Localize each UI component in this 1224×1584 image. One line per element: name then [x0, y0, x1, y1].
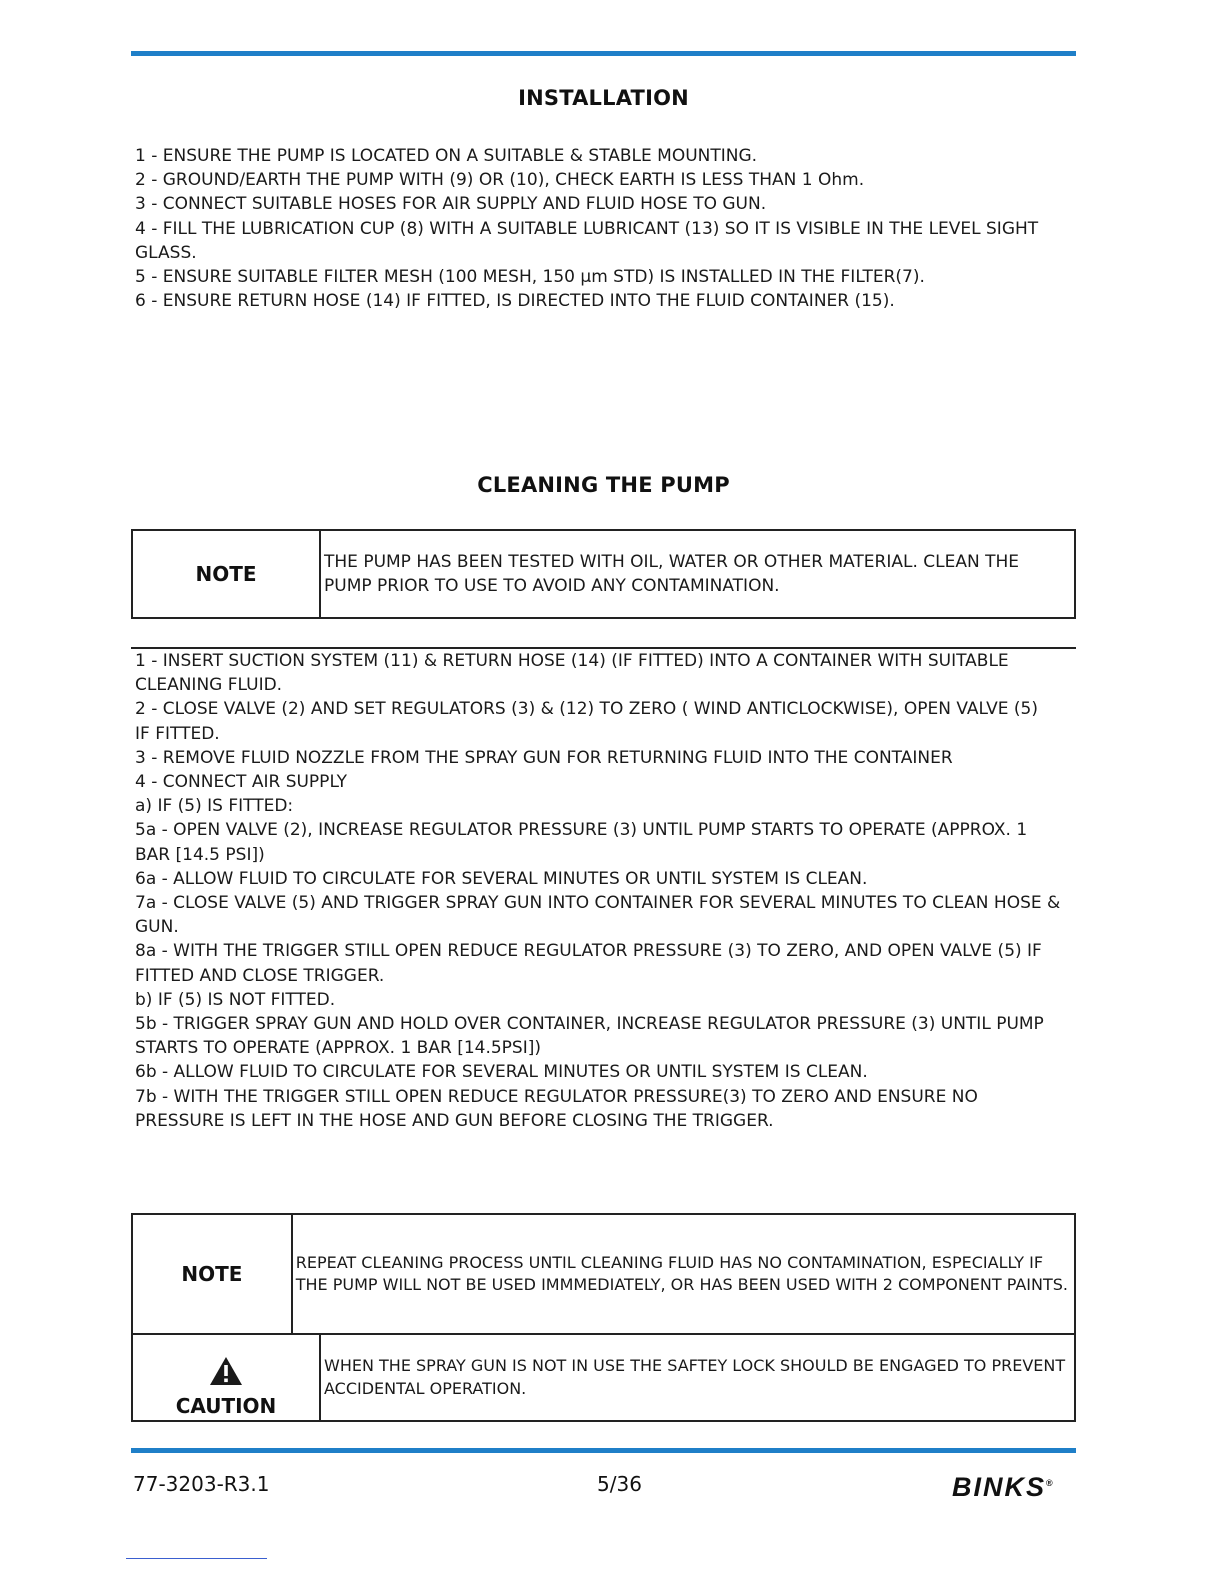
- cleaning-line: STARTS TO OPERATE (APPROX. 1 BAR [14.5PSI]): [135, 1038, 541, 1059]
- cleaning-line: 4 - CONNECT AIR SUPPLY: [135, 772, 348, 793]
- note-row-repeat: [133, 1215, 1074, 1335]
- cleaning-line: 7a - CLOSE VALVE (5) AND TRIGGER SPRAY GUN INTO CONTAINER FOR SEVERAL MINUTES TO CLEAN HOSE &: [135, 893, 1061, 914]
- cleaning-line: 8a - WITH THE TRIGGER STILL OPEN REDUCE REGULATOR PRESSURE (3) TO ZERO, AND OPEN VALVE (5) IF: [135, 941, 1042, 962]
- cleaning-line: PRESSURE IS LEFT IN THE HOSE AND GUN BEFORE CLOSING THE TRIGGER.: [135, 1110, 774, 1131]
- cleaning-line: 6a - ALLOW FLUID TO CIRCULATE FOR SEVERAL MINUTES OR UNTIL SYSTEM IS CLEAN.: [135, 868, 868, 889]
- note-text: [293, 1215, 1074, 1333]
- installation-line: 1 - ENSURE THE PUMP IS LOCATED ON A SUITABLE & STABLE MOUNTING.: [135, 146, 758, 166]
- cleaning-line: 5b - TRIGGER SPRAY GUN AND HOLD OVER CONTAINER, INCREASE REGULATOR PRESSURE (3) UNTIL PUMP: [135, 1014, 1044, 1035]
- registered-mark: ®: [1046, 1478, 1053, 1488]
- cleaning-line: 3 - REMOVE FLUID NOZZLE FROM THE SPRAY GUN FOR RETURNING FLUID INTO THE CONTAINER: [135, 747, 953, 768]
- note-line: PUMP PRIOR TO USE TO AVOID ANY CONTAMINATION.: [324, 576, 780, 596]
- cleaning-line: a) IF (5) IS FITTED:: [135, 796, 294, 817]
- installation-line: 5 - ENSURE SUITABLE FILTER MESH (100 MESH, 150 µm STD) IS INSTALLED IN THE FILTER(7).: [135, 267, 925, 288]
- caution-line: WHEN THE SPRAY GUN IS NOT IN USE THE SAFTEY LOCK SHOULD BE ENGAGED TO PREVENT: [324, 1356, 1066, 1375]
- installation-line: 6 - ENSURE RETURN HOSE (14) IF FITTED, IS DIRECTED INTO THE FLUID CONTAINER (15).: [135, 291, 895, 312]
- logo-text: BINKS: [952, 1472, 1047, 1502]
- note-line: REPEAT CLEANING PROCESS UNTIL CLEANING FLUID HAS NO CONTAMINATION, ESPECIALLY IF: [295, 1252, 1044, 1272]
- cleaning-line: 1 - INSERT SUCTION SYSTEM (11) & RETURN HOSE (14) (IF FITTED) INTO A CONTAINER WITH SUITABLE: [135, 651, 1009, 671]
- link-underline: [126, 1558, 267, 1559]
- note-text: [321, 531, 1074, 617]
- caution-line: ACCIDENTAL OPERATION.: [324, 1378, 527, 1398]
- cleaning-line: BAR [14.5 PSI]): [135, 844, 265, 865]
- cleaning-line: FITTED AND CLOSE TRIGGER.: [135, 965, 385, 986]
- cleaning-line: 5a - OPEN VALVE (2), INCREASE REGULATOR PRESSURE (3) UNTIL PUMP STARTS TO OPERATE (APPROX. 1: [135, 820, 1028, 841]
- warning-triangle-icon: [209, 1356, 243, 1386]
- installation-heading: INSTALLATION: [518, 86, 689, 110]
- note-box-contamination: [131, 529, 1076, 619]
- caution-label-cell: [133, 1335, 321, 1420]
- cleaning-line: GUN.: [135, 917, 179, 938]
- page-number: 5/36: [597, 1472, 642, 1496]
- binks-logo: [952, 1472, 1053, 1503]
- document-number: 77-3203-R3.1: [133, 1472, 270, 1496]
- note-caution-table: [131, 1213, 1076, 1422]
- cleaning-steps: [135, 649, 1075, 1133]
- cleaning-line: b) IF (5) IS NOT FITTED.: [135, 989, 336, 1010]
- cleaning-line: 7b - WITH THE TRIGGER STILL OPEN REDUCE REGULATOR PRESSURE(3) TO ZERO AND ENSURE NO: [135, 1086, 978, 1107]
- cleaning-line: IF FITTED.: [135, 723, 220, 744]
- bottom-blue-rule: [131, 1448, 1076, 1453]
- note-label: NOTE: [133, 531, 321, 617]
- note-label: NOTE: [133, 1215, 293, 1333]
- cleaning-line: 2 - CLOSE VALVE (2) AND SET REGULATORS (3) & (12) TO ZERO ( WIND ANTICLOCKWISE), OPEN VALVE (5): [135, 699, 1038, 720]
- caution-label: CAUTION: [175, 1394, 277, 1418]
- top-blue-rule: [131, 51, 1076, 56]
- cleaning-heading: CLEANING THE PUMP: [477, 473, 730, 497]
- installation-steps: [135, 144, 1075, 313]
- installation-line: 4 - FILL THE LUBRICATION CUP (8) WITH A SUITABLE LUBRICANT (13) SO IT IS VISIBLE IN THE LEVEL SIGHT: [135, 218, 1039, 239]
- caution-text: [321, 1335, 1074, 1420]
- cleaning-line: 6b - ALLOW FLUID TO CIRCULATE FOR SEVERAL MINUTES OR UNTIL SYSTEM IS CLEAN.: [135, 1062, 868, 1083]
- installation-line: GLASS.: [135, 242, 197, 263]
- caution-row: [133, 1335, 1074, 1420]
- cleaning-line: CLEANING FLUID.: [135, 675, 283, 696]
- installation-line: 2 - GROUND/EARTH THE PUMP WITH (9) OR (10), CHECK EARTH IS LESS THAN 1 Ohm.: [135, 170, 865, 191]
- note-line: THE PUMP WILL NOT BE USED IMMMEDIATELY, OR HAS BEEN USED WITH 2 COMPONENT PAINTS.: [295, 1275, 1068, 1294]
- installation-line: 3 - CONNECT SUITABLE HOSES FOR AIR SUPPLY AND FLUID HOSE TO GUN.: [135, 194, 767, 215]
- note-line: THE PUMP HAS BEEN TESTED WITH OIL, WATER OR OTHER MATERIAL. CLEAN THE: [324, 552, 1020, 572]
